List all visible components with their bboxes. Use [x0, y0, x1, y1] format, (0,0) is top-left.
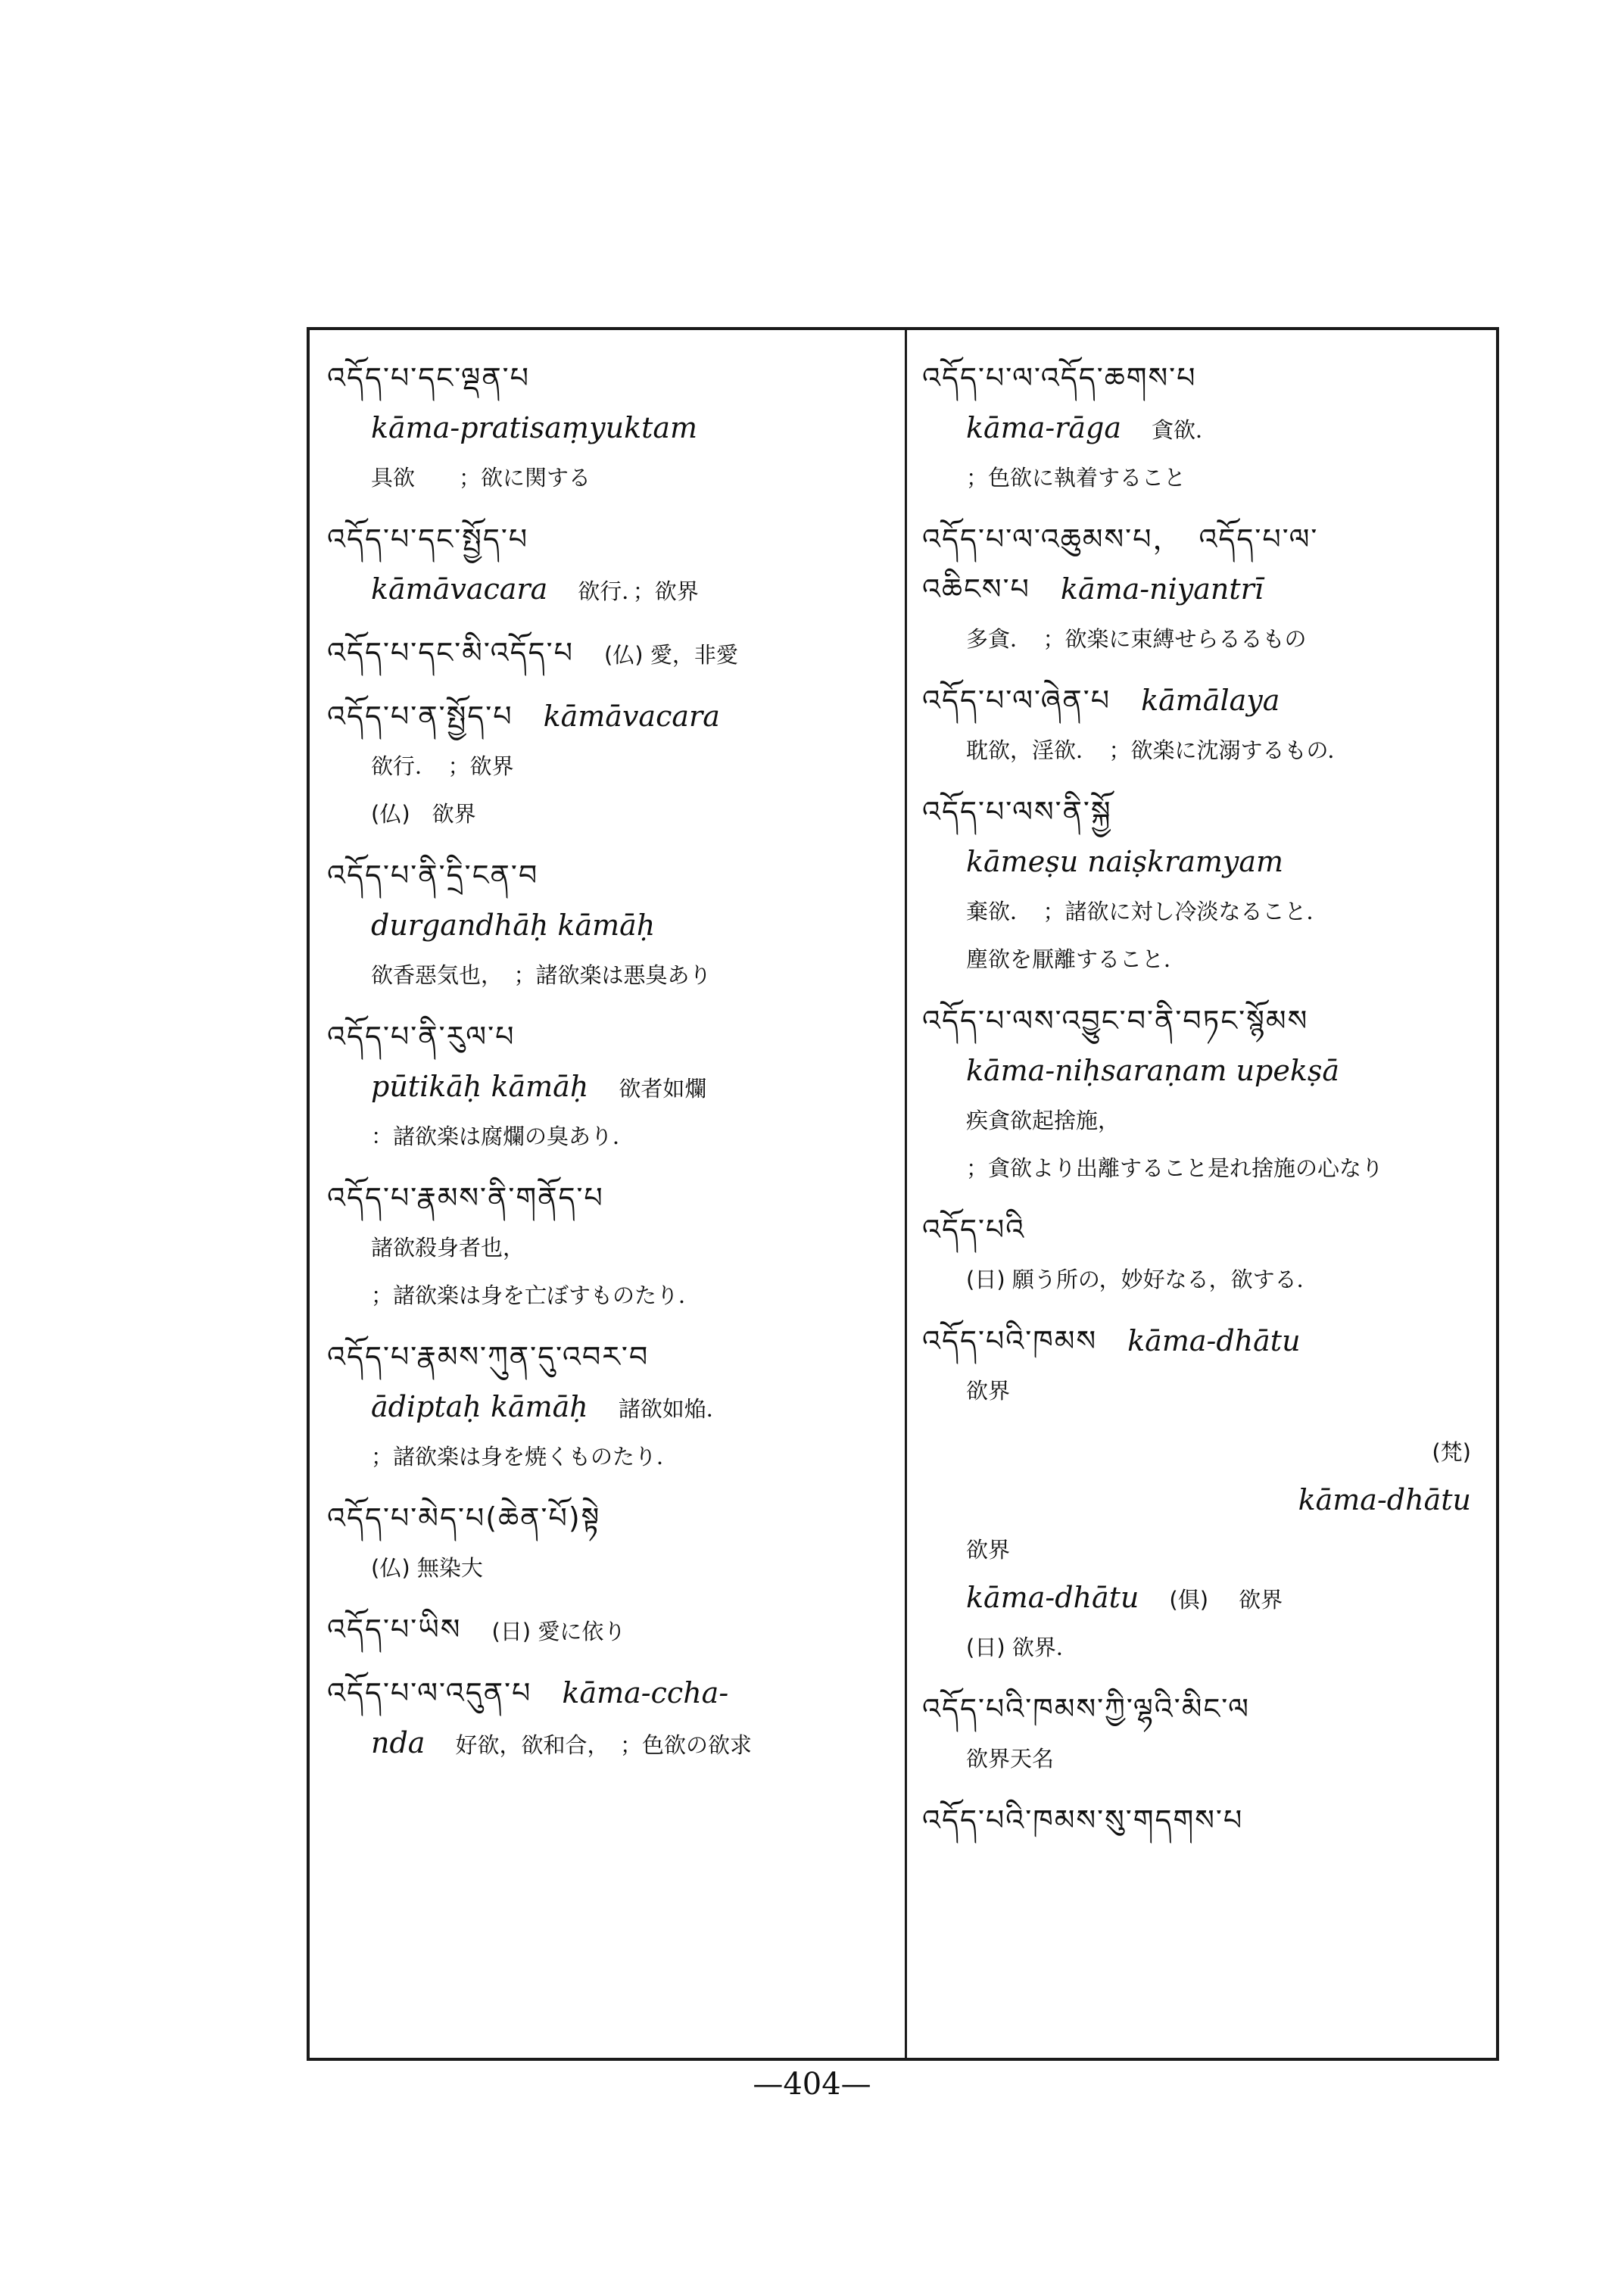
entry-line	[922, 1146, 1486, 1194]
japanese-gloss: 欲界	[966, 1537, 1011, 1563]
entry-line	[327, 1435, 891, 1482]
tibetan-headword: འདོད་པ་མེད་པ(ཆེན་པོ)སྟེ	[327, 1501, 601, 1535]
tibetan-headword: འདོད་པའི་ཁམས་ཀྱི་ལྷའི་མིང་ལ	[922, 1692, 1250, 1725]
entry-line	[327, 1335, 891, 1385]
dictionary-entry	[327, 694, 891, 840]
japanese-gloss: 欲香惡気也， ；諸欲楽は悪臭あり	[371, 962, 712, 988]
dictionary-entry	[922, 517, 1486, 665]
entry-line	[922, 517, 1486, 567]
tibetan-headword: འདོད་པ་རྣམས་ནི་གནོད་པ	[327, 1181, 604, 1214]
sanskrit-romanization: kāmāvacara	[543, 700, 720, 733]
entry-line	[327, 1721, 891, 1771]
dictionary-entry	[327, 1607, 891, 1657]
entry-line	[327, 517, 891, 567]
entry-line	[327, 694, 891, 744]
entry-line	[327, 1496, 891, 1546]
entry-line	[922, 999, 1486, 1049]
entry-line	[922, 1208, 1486, 1258]
japanese-gloss: (日) 愛に依り	[491, 1619, 626, 1644]
japanese-gloss: 多貪． ；欲楽に束縛せらるるもの	[966, 626, 1307, 652]
japanese-gloss: 好欲，欲和合， ；色欲の欲求	[455, 1732, 752, 1758]
tibetan-headword: འདོད་པའི་ཁམས	[922, 1324, 1098, 1357]
japanese-gloss: ：諸欲楽は腐爛の臭あり．	[371, 1124, 635, 1149]
dictionary-entry	[922, 1430, 1486, 1673]
japanese-gloss: 耽欲，淫欲． ；欲楽に沈溺するもの．	[966, 737, 1350, 763]
dictionary-entry	[922, 1208, 1486, 1305]
entry-line	[327, 792, 891, 840]
entry-line	[922, 1528, 1486, 1576]
japanese-gloss: (仏) 無染大	[371, 1555, 483, 1581]
entry-line	[327, 1671, 891, 1721]
sanskrit-romanization: kāma-dhātu	[1127, 1324, 1301, 1357]
japanese-gloss: 欲行．；欲界	[578, 578, 699, 604]
japanese-gloss: ；諸欲楽は身を焼くものたり．	[371, 1444, 679, 1470]
entry-line	[327, 1064, 891, 1114]
dictionary-entry	[327, 1176, 891, 1321]
dictionary-entry	[327, 356, 891, 503]
japanese-gloss: 諸欲殺身者也，	[371, 1235, 525, 1261]
entry-line	[922, 567, 1486, 617]
entry-line	[327, 903, 891, 953]
tibetan-headword: འདོད་པ་ལས་འབྱུང་བ་ནི་བཏང་སྙོམས	[922, 1004, 1309, 1037]
japanese-gloss: ；貪欲より出離すること是れ捨施の心なり	[966, 1155, 1384, 1181]
sanskrit-romanization: nda	[371, 1726, 425, 1759]
entry-line	[922, 1798, 1486, 1848]
dictionary-entry	[922, 1319, 1486, 1417]
japanese-gloss: 貪欲．	[1152, 417, 1218, 443]
entry-line	[327, 356, 891, 406]
sanskrit-romanization: pūtikāḥ kāmāḥ	[371, 1070, 589, 1103]
entry-line	[922, 617, 1486, 665]
tibetan-headword: འདོད་པ་ལ་འདུན་པ	[327, 1676, 532, 1710]
japanese-gloss: 欲者如爛	[619, 1076, 707, 1102]
entry-line	[922, 840, 1486, 890]
entry-line	[327, 744, 891, 792]
dictionary-entry	[922, 790, 1486, 985]
entry-line	[922, 890, 1486, 937]
tibetan-headword: འདོད་པ་ལ་འདོད་ཆགས་པ	[922, 361, 1197, 394]
japanese-gloss: (日) 欲界．	[966, 1635, 1078, 1660]
tibetan-headword: འདོད་པ་དང་མི་འདོད་པ	[327, 636, 574, 669]
entry-line	[922, 1625, 1486, 1673]
dictionary-entry	[327, 517, 891, 617]
japanese-gloss: (仏) 愛，非愛	[603, 642, 738, 668]
entry-line	[327, 456, 891, 503]
tibetan-headword: འདོད་པ་ལས་ནི་སྐྱོ	[922, 795, 1112, 828]
entry-line	[327, 953, 891, 1001]
sanskrit-romanization: kāma-ccha-	[562, 1676, 729, 1710]
entry-line	[922, 356, 1486, 406]
sanskrit-romanization: kāmāvacara	[371, 572, 548, 606]
sanskrit-romanization: kāmeṣu naiṣkramyam	[966, 845, 1284, 878]
tibetan-headword: འཆིངས་པ	[922, 572, 1030, 606]
entry-line	[327, 567, 891, 617]
entry-line	[327, 1226, 891, 1273]
japanese-gloss: 欲界天名	[966, 1746, 1055, 1772]
sanskrit-romanization: kāma-niḥsaraṇam upekṣā	[966, 1054, 1339, 1087]
page-number: —404—	[753, 2067, 871, 2102]
entry-line	[922, 678, 1486, 728]
tibetan-headword: འདོད་པ་ལ་འཆུམས་པ， འདོད་པ་ལ་	[922, 522, 1319, 556]
japanese-gloss: (梵)	[1432, 1439, 1471, 1465]
tibetan-headword: འདོད་པ་ཡིས	[327, 1613, 462, 1646]
japanese-gloss: 具欲 ；欲に関する	[371, 465, 591, 491]
sanskrit-romanization: kāma-dhātu	[966, 1581, 1139, 1614]
entry-line	[922, 456, 1486, 503]
dictionary-entry	[327, 1015, 891, 1162]
entry-line	[327, 1385, 891, 1435]
entry-line	[327, 1176, 891, 1226]
sanskrit-romanization: kāma-dhātu	[1298, 1483, 1471, 1516]
tibetan-headword: འདོད་པ་དང་ལྡན་པ	[327, 361, 531, 394]
sanskrit-romanization: kāma-rāga	[966, 411, 1122, 444]
japanese-gloss: 疾貪欲起捨施，	[966, 1108, 1121, 1133]
sanskrit-romanization: kāmālaya	[1141, 684, 1280, 717]
entry-line	[922, 937, 1486, 985]
entry-line	[922, 1430, 1486, 1478]
entry-line	[327, 1607, 891, 1657]
entry-line	[327, 1546, 891, 1594]
dictionary-entry	[327, 631, 891, 681]
entry-line	[327, 1015, 891, 1064]
tibetan-headword: འདོད་པ་རྣམས་ཀུན་དུ་འབར་བ	[327, 1340, 650, 1373]
japanese-gloss: (俱)	[1169, 1587, 1209, 1613]
entry-line	[922, 1319, 1486, 1369]
entry-line	[922, 1576, 1486, 1625]
dictionary-entry	[922, 1687, 1486, 1784]
entry-line	[922, 1687, 1486, 1737]
sanskrit-romanization: kāma-pratisaṃyuktam	[371, 411, 698, 444]
tibetan-headword: འདོད་པ་དང་སྤྱོད་པ	[327, 522, 529, 556]
tibetan-headword: འདོད་པ་ན་སྤྱོད་པ	[327, 700, 513, 733]
entry-line	[922, 1099, 1486, 1146]
japanese-gloss: (日) 願う所の，妙好なる，欲する．	[966, 1267, 1319, 1292]
column-divider	[905, 327, 907, 2061]
dictionary-entry	[922, 356, 1486, 503]
japanese-gloss: 棄欲． ；諸欲に対し冷淡なること．	[966, 899, 1329, 924]
tibetan-headword: འདོད་པ་ནི་རུལ་པ	[327, 1020, 516, 1053]
tibetan-headword: འདོད་པའི	[922, 1213, 1026, 1246]
tibetan-headword: འདོད་པ་ལ་ཞེན་པ	[922, 684, 1111, 717]
japanese-gloss: 塵欲を厭離すること．	[966, 946, 1186, 972]
japanese-gloss: ；色欲に執着すること	[966, 465, 1186, 491]
dictionary-entry	[327, 853, 891, 1001]
sanskrit-romanization: ādiptaḥ kāmāḥ	[371, 1390, 588, 1423]
japanese-gloss: (仏) 欲界	[371, 801, 476, 827]
entry-line	[922, 790, 1486, 840]
dictionary-entry	[922, 1798, 1486, 1848]
entry-line	[327, 1114, 891, 1162]
japanese-gloss: 欲界	[1239, 1587, 1283, 1613]
japanese-gloss: 諸欲如焔．	[618, 1396, 728, 1422]
entry-line	[327, 1273, 891, 1321]
tibetan-headword: འདོད་པའི་ཁམས་སུ་གདགས་པ	[922, 1803, 1244, 1837]
entry-line	[922, 728, 1486, 776]
dictionary-entry	[922, 678, 1486, 776]
japanese-gloss: ；諸欲楽は身を亡ぼすものたり．	[371, 1283, 701, 1308]
entry-line	[922, 1258, 1486, 1305]
sanskrit-romanization: kāma-niyantrī	[1060, 572, 1264, 606]
entry-line	[922, 1369, 1486, 1417]
left-column	[327, 356, 891, 2044]
japanese-gloss: 欲行． ；欲界	[371, 753, 514, 779]
dictionary-entry	[922, 999, 1486, 1194]
entry-line	[922, 1737, 1486, 1784]
japanese-gloss: 欲界	[966, 1378, 1011, 1404]
entry-line	[922, 1478, 1486, 1528]
sanskrit-romanization: durgandhāḥ kāmāḥ	[371, 909, 656, 942]
entry-line	[922, 1049, 1486, 1099]
dictionary-entry	[327, 1671, 891, 1771]
entry-line	[327, 406, 891, 456]
right-column	[922, 356, 1486, 2044]
dictionary-entry	[327, 1496, 891, 1594]
entry-line	[327, 631, 891, 681]
entry-line	[922, 406, 1486, 456]
entry-line	[327, 853, 891, 903]
dictionary-entry	[327, 1335, 891, 1482]
tibetan-headword: འདོད་པ་ནི་དྲི་ངན་བ	[327, 859, 539, 892]
